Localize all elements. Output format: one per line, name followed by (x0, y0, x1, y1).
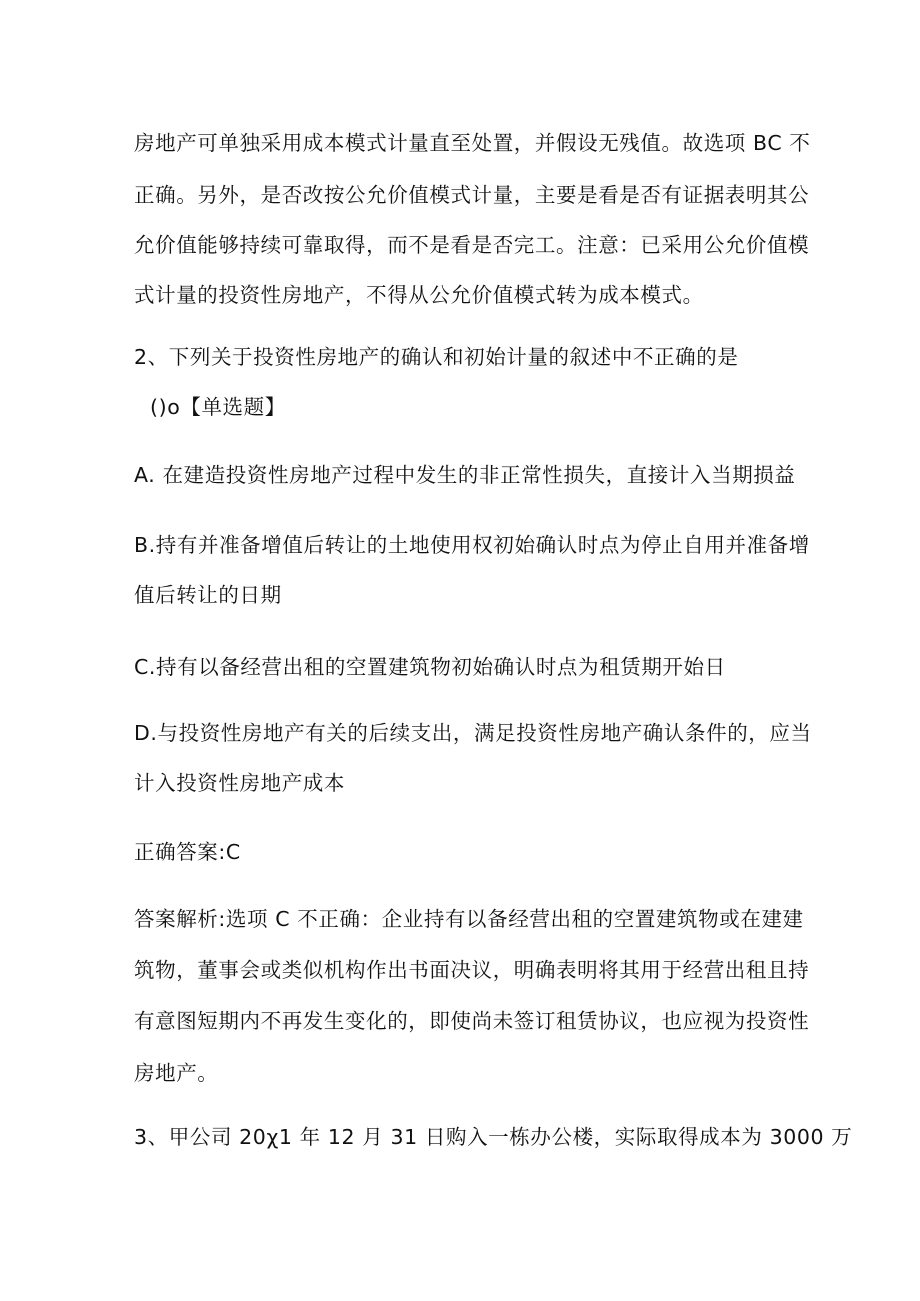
option-d-line-1: D.与投资性房地产有关的后续支出，满足投资性房地产确认条件的，应当 (134, 721, 812, 745)
intro-line-3: 允价值能够持续可靠取得，而不是看是否完工。注意：已采用公允价值模 (134, 233, 810, 257)
intro-line-2: 正确。另外，是否改按公允价值模式计量，主要是看是否有证据表明其公 (134, 183, 810, 207)
intro-line-1: 房地产可单独采用成本模式计量直至处置，并假设无残值。故选项 BC 不 (134, 131, 811, 155)
option-b-line-2: 值后转让的日期 (134, 583, 282, 607)
correct-answer: 正确答案:C (134, 840, 241, 864)
question-2-stem: 2、下列关于投资性房地产的确认和初始计量的叙述中不正确的是 (134, 345, 739, 369)
option-a: A. 在建造投资性房地产过程中发生的非正常性损失，直接计入当期损益 (134, 463, 796, 487)
analysis-line-1: 答案解析:选项 C 不正确：企业持有以备经营出租的空置建筑物或在建建 (134, 907, 804, 931)
option-d-line-2: 计入投资性房地产成本 (134, 771, 345, 795)
analysis-line-4: 房地产。 (134, 1061, 219, 1085)
question-3-stem: 3、甲公司 20χ1 年 12 月 31 日购入一栋办公楼，实际取得成本为 3000 万 (134, 1125, 853, 1149)
analysis-line-2: 筑物，董事会或类似机构作出书面决议，明确表明将其用于经营出租且持 (134, 958, 810, 982)
analysis-line-3: 有意图短期内不再发生变化的，即使尚未签订租赁协议，也应视为投资性 (134, 1009, 810, 1033)
option-b-line-1: B.持有并准备增值后转让的土地使用权初始确认时点为停止自用并准备增 (134, 533, 810, 557)
intro-line-4: 式计量的投资性房地产，不得从公允价值模式转为成本模式。 (134, 283, 704, 307)
option-c: C.持有以备经营出租的空置建筑物初始确认时点为租赁期开始日 (134, 655, 726, 679)
question-2-type: ()o【单选题】 (150, 395, 286, 419)
